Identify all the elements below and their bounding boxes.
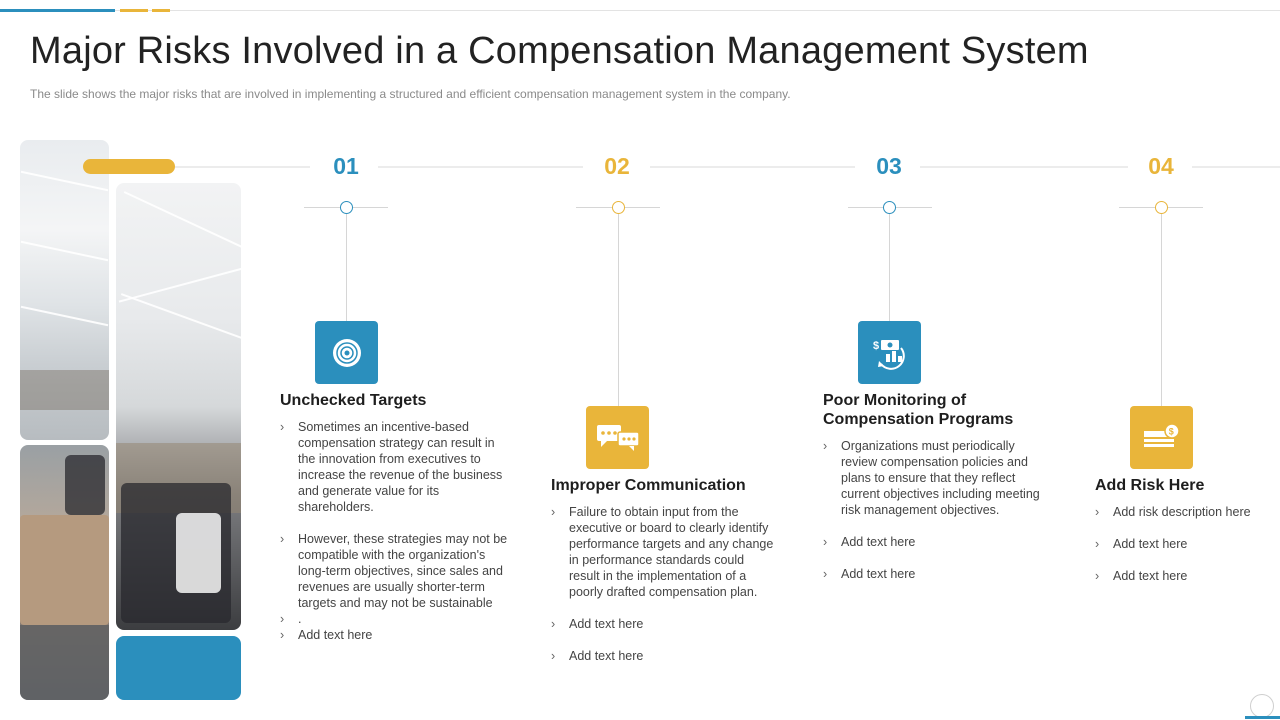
conference-room-photo (116, 183, 241, 630)
list-item: › Organizations must periodically review compensation policies and plans to ensure that they reflect current objectives including meeting risk management objectives. (823, 438, 1045, 518)
list-item: › Add text here (1095, 568, 1275, 584)
timeline-segment (920, 166, 1128, 168)
svg-text:$: $ (1168, 426, 1174, 436)
risk-heading-3: Poor Monitoring of Compensation Programs (823, 392, 1014, 428)
risk-bullets-3 (823, 438, 1045, 598)
top-divider (0, 10, 1280, 11)
connector-line (618, 214, 619, 406)
list-item: › Add text here (280, 627, 512, 643)
timeline-segment (378, 166, 583, 168)
list-item: › Add text here (1095, 536, 1275, 552)
card-dollar-icon (1130, 406, 1193, 469)
accent-bar-yellow (120, 9, 148, 12)
timeline-dot (340, 201, 353, 214)
meeting-table-photo (20, 445, 109, 700)
timeline-segment (1192, 166, 1280, 168)
slide-title: Major Risks Involved in a Compensation Management System (30, 30, 1089, 72)
office-ceiling-photo (20, 140, 109, 440)
svg-text:$: $ (872, 339, 879, 352)
list-item: › Sometimes an incentive-based compensation strategy can result in the innovation from executives to increase the revenue of the business and generate value for its shareholders. (280, 419, 512, 515)
list-item: › Add text here (551, 648, 775, 664)
risk-bullets-4 (1095, 504, 1275, 600)
timeline-dot (883, 201, 896, 214)
yellow-accent-pill (83, 159, 175, 174)
target-icon (315, 321, 378, 384)
timeline-segment (650, 166, 855, 168)
step-number-03: 03 (876, 153, 902, 179)
step-number-01: 01 (333, 153, 359, 179)
blue-accent-tile (116, 636, 241, 700)
list-item: › . (280, 611, 512, 627)
timeline-dot (1155, 201, 1168, 214)
connector-line (346, 214, 347, 321)
list-item: › However, these strategies may not be compatible with the organization's long-term objectives, since sales and revenues are usually shorter-term targets and may not be sustainable (280, 531, 512, 611)
list-item: › Add text here (823, 534, 1045, 550)
risk-heading-1: Unchecked Targets (280, 392, 427, 409)
accent-bar-blue (0, 9, 115, 12)
list-item: › Failure to obtain input from the executive or board to clearly identify performance targets and any change in performance standards could result in the implementation of a poorly drafted compensation plan. (551, 504, 775, 600)
accent-bar-yellow-small (152, 9, 170, 12)
timeline-segment (175, 166, 310, 168)
money-cycle-icon (858, 321, 921, 384)
step-number-04: 04 (1148, 153, 1174, 179)
list-item: › Add text here (823, 566, 1045, 582)
risk-heading-2: Improper Communication (551, 477, 746, 494)
risk-heading-4: Add Risk Here (1095, 477, 1205, 494)
slide-nav-circle (1250, 694, 1274, 718)
list-item: › Add text here (551, 616, 775, 632)
step-number-02: 02 (604, 153, 630, 179)
chat-bubbles-icon (586, 406, 649, 469)
timeline-dot (612, 201, 625, 214)
list-item: › Add risk description here (1095, 504, 1275, 520)
risk-bullets-2 (551, 504, 775, 680)
connector-line (889, 214, 890, 321)
risk-bullets-1 (280, 419, 512, 659)
corner-accent-line (1245, 716, 1280, 719)
connector-line (1161, 214, 1162, 406)
slide-subtitle: The slide shows the major risks that are involved in implementing a structured and efficient compensation management system in the company. (30, 87, 791, 101)
